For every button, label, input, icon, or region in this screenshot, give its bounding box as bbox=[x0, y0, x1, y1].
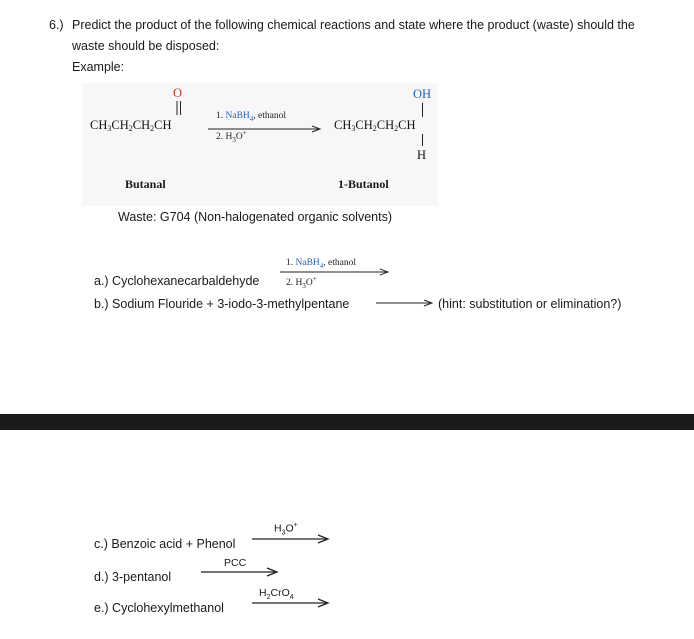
problem-d-arrow bbox=[201, 567, 281, 577]
page-divider bbox=[0, 414, 694, 430]
problem-a-reagent-step1: 1. NaBH$_4$, ethanol bbox=[286, 258, 356, 270]
problem-c-reagent: $H_3O^+$ bbox=[274, 522, 298, 537]
problem-e-label: e.) Cyclohexylmethanol bbox=[94, 601, 224, 615]
product-formula: $CH_3CH_2CH_2CH$ bbox=[334, 118, 416, 133]
problem-b-hint: (hint: substitution or elimination?) bbox=[438, 297, 622, 311]
example-reagent-step1 bbox=[216, 111, 286, 123]
problem-a-reagent-step2: 2. $H_3O^+$ bbox=[286, 275, 317, 291]
problem-b-label: b.) Sodium Flouride + 3-iodo-3-methylpentane bbox=[94, 297, 350, 311]
problem-e-reagent: $H_2CrO_4$ bbox=[259, 587, 294, 602]
nabh4-reagent: NaBH$_4$ bbox=[225, 111, 254, 123]
problem-c-arrow bbox=[252, 534, 332, 544]
problem-d-reagent: PCC bbox=[224, 557, 247, 569]
product-hydrogen: H bbox=[417, 148, 427, 162]
reagent-step1-prefix: 1. bbox=[216, 111, 226, 121]
problem-e-arrow bbox=[252, 598, 332, 608]
question-text-line1: Predict the product of the following chemical reactions and state where the product (waste) should the bbox=[72, 18, 635, 32]
product-oh-group: OH bbox=[413, 87, 432, 101]
reagent-step1-solvent: , ethanol bbox=[253, 111, 286, 121]
question-text-line2: waste should be disposed: bbox=[72, 39, 220, 53]
carbonyl-oxygen: O bbox=[173, 86, 183, 100]
example-reagent-step2: 2. $H_3O^+$ bbox=[216, 129, 247, 145]
problem-c-label: c.) Benzoic acid + Phenol bbox=[94, 537, 236, 551]
example-waste: Waste: G704 (Non-halogenated organic solvents) bbox=[118, 210, 392, 224]
example-label: Example: bbox=[72, 60, 125, 74]
reactant-formula: $CH_3CH_2CH_2CH$ bbox=[90, 118, 172, 133]
carbonyl-double-bond bbox=[175, 101, 183, 117]
reactant-name: Butanal bbox=[125, 177, 166, 191]
question-number: 6.) bbox=[49, 18, 64, 32]
problem-d-label: d.) 3-pentanol bbox=[94, 570, 172, 584]
product-name: 1-Butanol bbox=[338, 177, 389, 191]
product-h-bond bbox=[421, 134, 425, 148]
product-oh-bond bbox=[421, 103, 425, 119]
problem-a-label: a.) Cyclohexanecarbaldehyde bbox=[94, 274, 260, 288]
problem-b-arrow bbox=[376, 299, 436, 307]
